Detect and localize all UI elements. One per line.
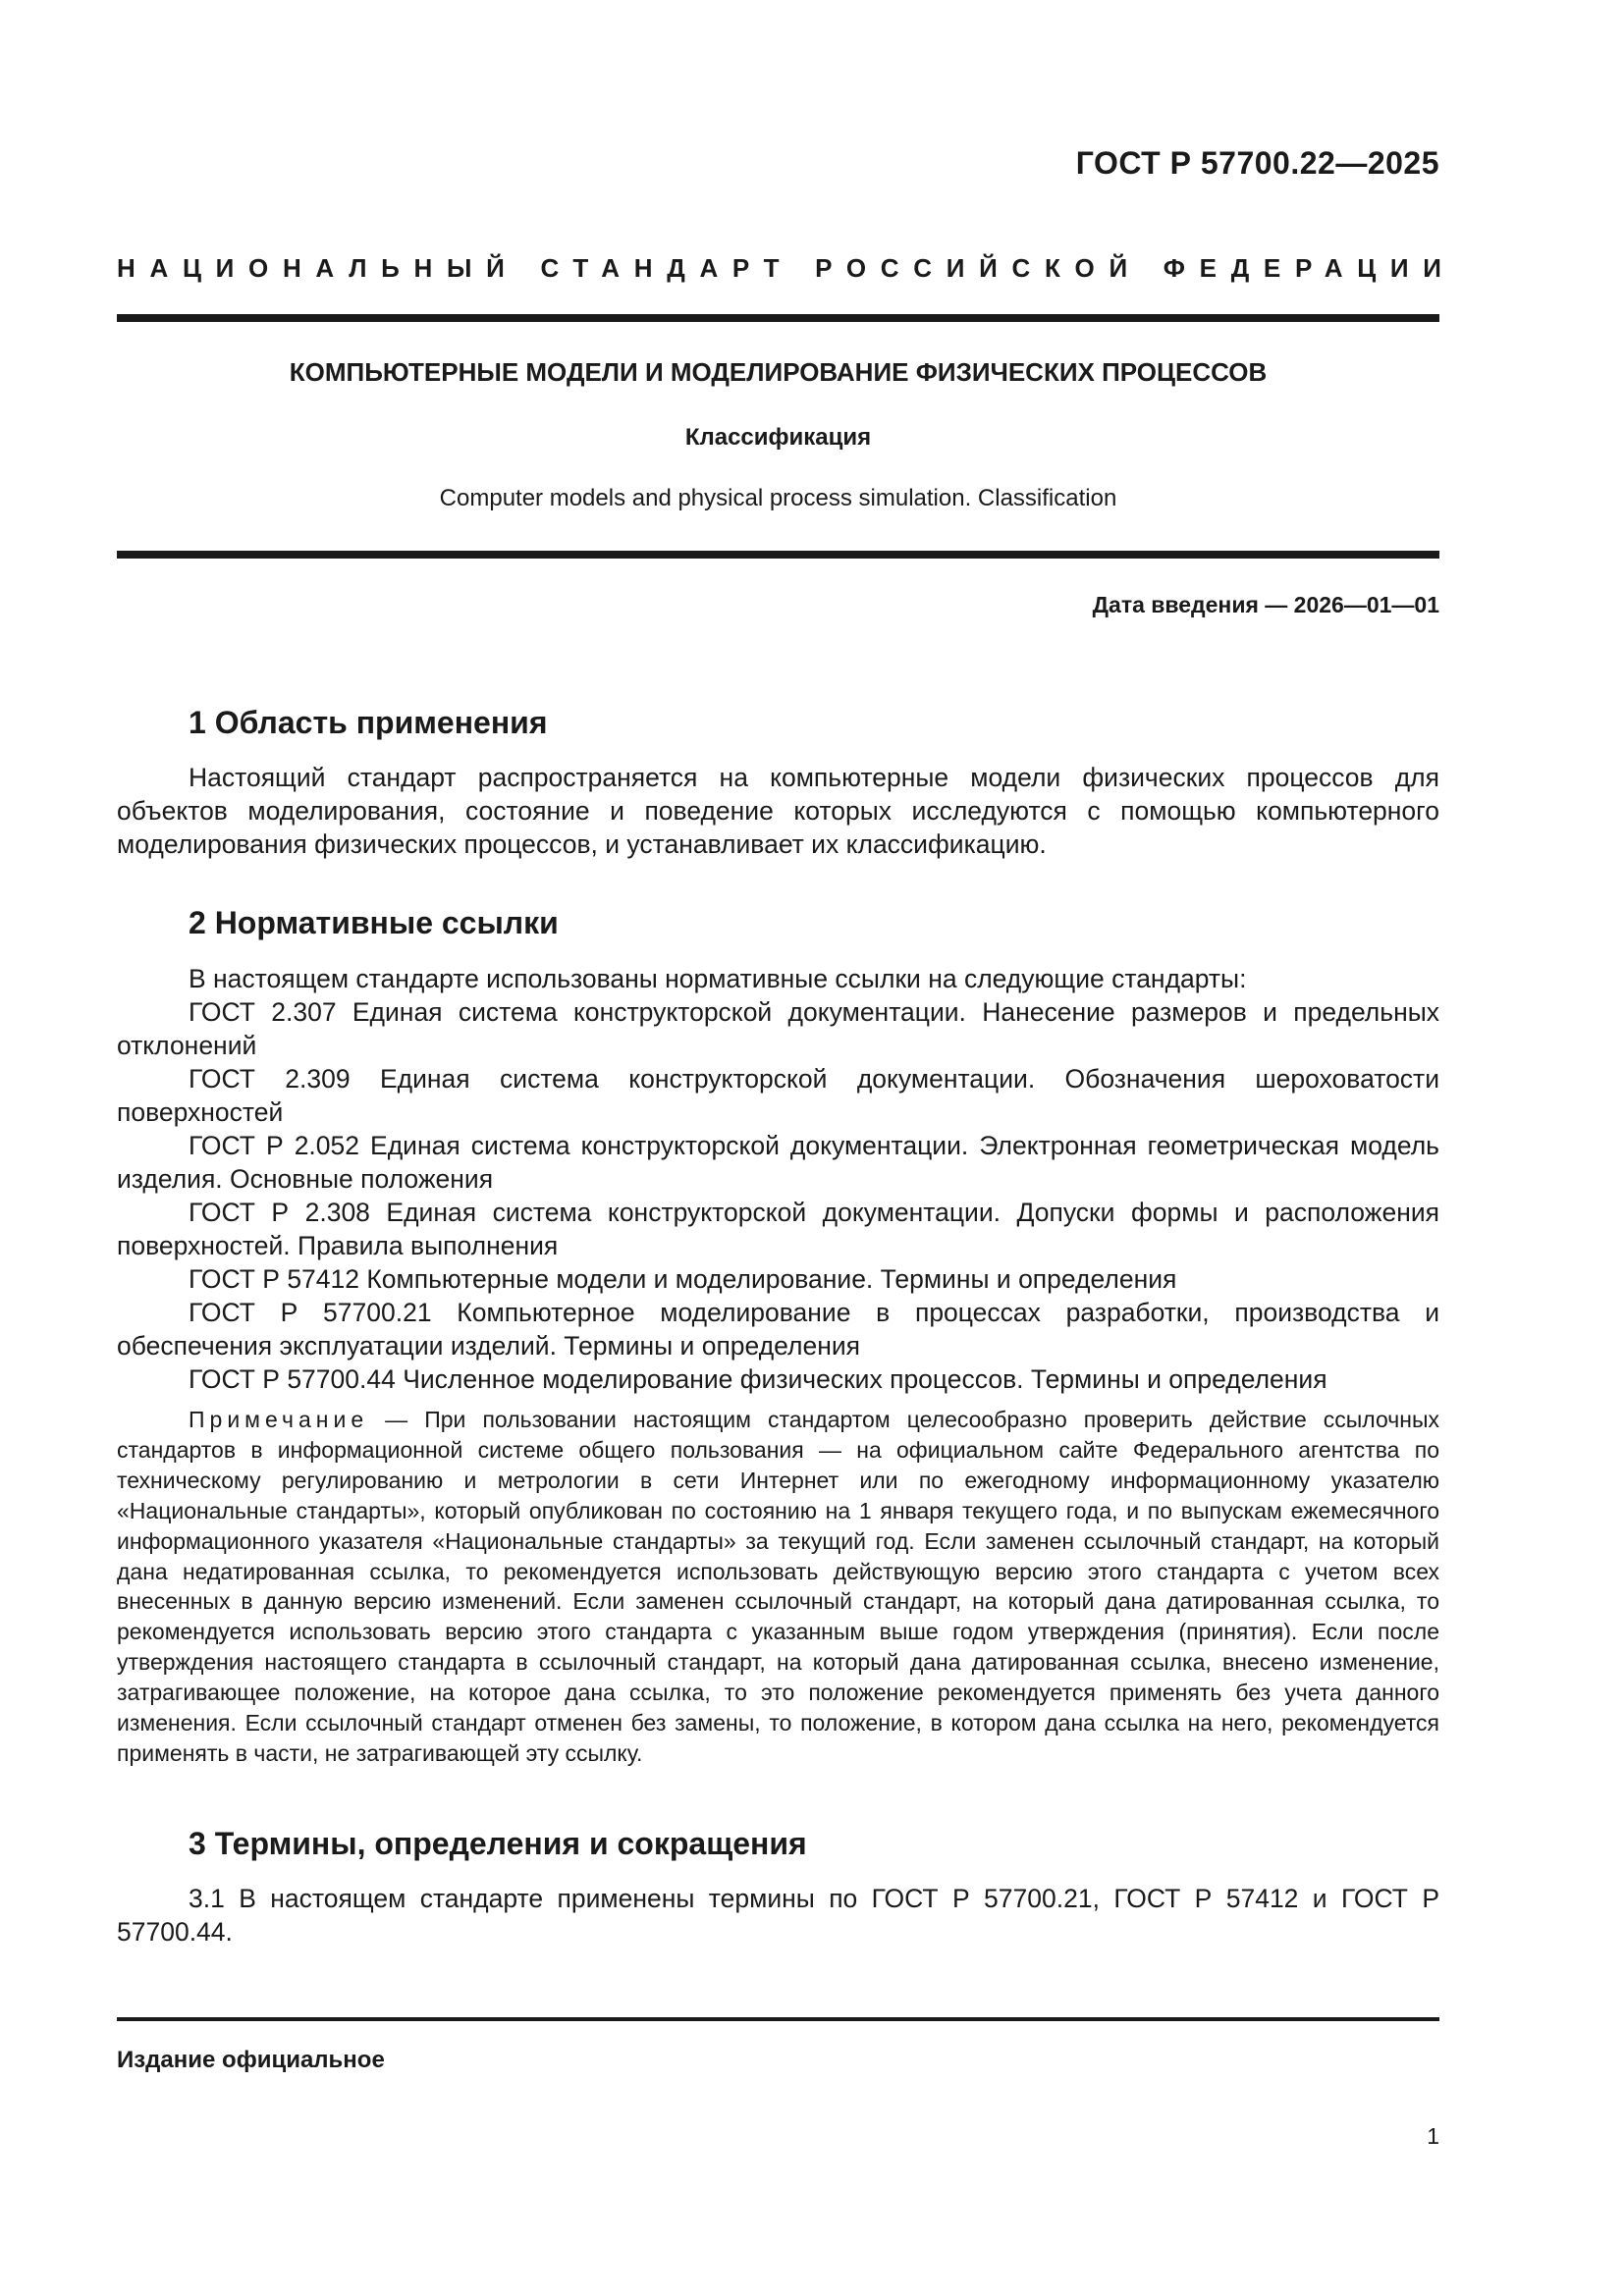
introduction-date: Дата введения — 2026—01—01 xyxy=(1092,592,1439,617)
standard-code: ГОСТ Р 57700.22—2025 xyxy=(1075,145,1439,181)
section-heading-terms: 3 Термины, определения и сокращения xyxy=(189,1826,807,1861)
reference-item: ГОСТ Р 2.052 Единая система конструкторской документации. Электронная геометрическая модель изделия. Основные положения xyxy=(117,1131,1439,1194)
note-text: — При пользовании настоящим стандартом целесообразно проверить действие ссылочных стандартов в информационной системе общего пользования — на официальном сайте Федерального агентства по техническому регулированию и метрологии в сети Интернет или по ежегодному информационному указателю «Национальные стандарты», который опубликован по состоянию на 1 января текущего года, и по выпускам ежемесячного информационного указателя «Национальные стандарты» за текущий год. Если заменен ссылочный стандарт, на который дана недатированная ссылка, то рекомендуется использовать действующую версию этого стандарта с учетом всех внесенных в данную версию изменений. Если заменен ссылочный стандарт, на который дана датированная ссылка, то рекомендуется использовать версию этого стандарта с указанным выше годом утверждения (принятия). Если после утверждения настоящего стандарта в ссылочный стандарт, на который дана датированная ссылка, внесено изменение, затрагивающее положение, на которое дана ссылка, то это положение рекомендуется применять без учета данного изменения. Если ссылочный стандарт отменен без замены, то положение, в котором дана ссылка на него, рекомендуется применять в части, не затрагивающей эту ссылку. xyxy=(117,1407,1439,1766)
title-rule xyxy=(117,551,1439,559)
section-scope-body xyxy=(117,761,1439,861)
reference-item: ГОСТ 2.307 Единая система конструкторской документации. Нанесение размеров и предельных отклонений xyxy=(117,997,1439,1060)
section-references-body xyxy=(117,962,1439,1396)
document-subtitle: Классификация xyxy=(684,424,872,451)
reference-item: ГОСТ Р 57700.21 Компьютерное моделирование в процессах разработки, производства и обеспечения эксплуатации изделий. Термины и определения xyxy=(117,1298,1439,1361)
page-number: 1 xyxy=(1427,2123,1439,2149)
header-rule xyxy=(117,314,1439,322)
reference-item: ГОСТ Р 57412 Компьютерные модели и моделирование. Термины и определения xyxy=(189,1264,1177,1294)
paragraph: В настоящем стандарте использованы нормативные ссылки на следующие стандарты: xyxy=(189,964,1247,993)
reference-item: ГОСТ Р 2.308 Единая система конструкторской документации. Допуски формы и расположения поверхностей. Правила выполнения xyxy=(117,1198,1439,1260)
section-heading-normative-references: 2 Нормативные ссылки xyxy=(189,905,559,940)
section-heading-scope: 1 Область применения xyxy=(189,705,548,740)
note xyxy=(117,1405,1439,1769)
document-title-english: Computer models and physical process simulation. Classification xyxy=(439,485,1117,511)
paragraph: Настоящий стандарт распространяется на компьютерные модели физических процессов для объектов моделирования, состояние и поведение которых исследуются с помощью компьютерного моделирования физических процессов, и устанавливает их классификацию. xyxy=(117,763,1439,859)
footer-rule xyxy=(117,2017,1439,2021)
national-standard-banner: НАЦИОНАЛЬНЫЙ СТАНДАРТ РОССИЙСКОЙ ФЕДЕРАЦИИ xyxy=(117,253,1456,283)
reference-item: ГОСТ Р 57700.44 Численное моделирование физических процессов. Термины и определения xyxy=(189,1364,1327,1394)
paragraph: 3.1 В настоящем стандарте применены термины по ГОСТ Р 57700.21, ГОСТ Р 57412 и ГОСТ Р 57700.44. xyxy=(117,1884,1439,1947)
reference-item: ГОСТ 2.309 Единая система конструкторской документации. Обозначения шероховатости поверхностей xyxy=(117,1064,1439,1127)
section-terms-body xyxy=(117,1882,1439,1949)
edition-label: Издание официальное xyxy=(117,2047,385,2073)
document-page xyxy=(117,0,1456,2296)
document-title: КОМПЬЮТЕРНЫЕ МОДЕЛИ И МОДЕЛИРОВАНИЕ ФИЗИЧЕСКИХ ПРОЦЕССОВ xyxy=(289,357,1268,387)
note-label: Примечание xyxy=(189,1407,369,1432)
